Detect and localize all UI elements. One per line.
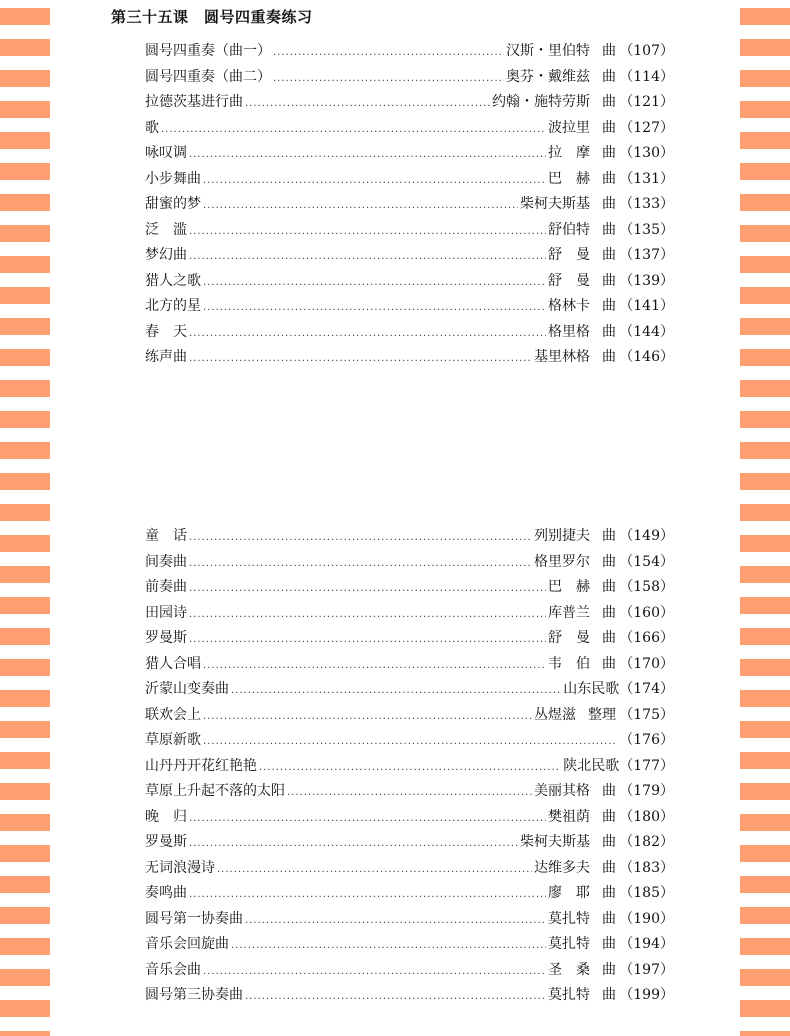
toc-entry-composer: 奥芬・戴维兹 — [506, 68, 590, 85]
toc-entry-role: 整理 — [588, 706, 616, 723]
toc-entry — [145, 907, 674, 933]
toc-entry — [145, 294, 674, 320]
toc-entry-page: （130） — [619, 145, 674, 161]
toc-entry-page: （183） — [619, 859, 674, 876]
toc-entry-role: 曲 — [602, 145, 616, 161]
toc-entry-page: （139） — [619, 272, 674, 289]
toc-entry — [145, 983, 674, 1009]
toc-entry-role: 曲 — [602, 323, 616, 340]
toc-entry — [145, 779, 674, 805]
dot-leader — [189, 831, 518, 857]
dot-leader — [245, 91, 490, 117]
toc-entry-page: （170） — [619, 655, 674, 672]
dot-leader — [161, 117, 546, 143]
toc-entry — [145, 958, 674, 984]
toc-entry-title: 圆号第三协奏曲 — [145, 987, 243, 1003]
dot-leader — [189, 576, 546, 602]
toc-entry-role: 曲 — [602, 961, 616, 978]
toc-entry-composer: 莫扎特 — [548, 987, 590, 1003]
dot-leader — [273, 66, 504, 92]
dot-leader — [189, 882, 546, 908]
toc-entry-title: 北方的星 — [145, 298, 201, 314]
dot-leader — [273, 40, 504, 66]
toc-entry-page: （175） — [619, 706, 674, 723]
toc-entry-composer: 波拉里 — [548, 119, 590, 136]
toc-entry-page: （190） — [619, 910, 674, 927]
toc-entry-page: （146） — [619, 349, 674, 365]
dot-leader — [189, 551, 532, 577]
toc-entry-role: 曲 — [602, 655, 616, 672]
toc-entry-page: （179） — [619, 783, 674, 799]
toc-entry-page: （131） — [619, 170, 674, 187]
toc-entry-page: （176） — [619, 732, 674, 748]
toc-entry-role: 曲 — [602, 349, 616, 365]
toc-entry-page: （158） — [619, 579, 674, 595]
toc-entry-role: 曲 — [602, 579, 616, 595]
toc-entry-title: 拉德茨基进行曲 — [145, 94, 243, 110]
toc-entry-role: 曲 — [602, 221, 616, 238]
toc-entry-page: （180） — [619, 808, 674, 825]
toc-entry — [145, 881, 674, 907]
toc-entry-page: （197） — [619, 961, 674, 978]
toc-entry-title: 猎人之歌 — [145, 272, 201, 289]
dot-leader — [217, 857, 532, 883]
dot-leader — [203, 295, 546, 321]
toc-entry-title: 奏鸣曲 — [145, 885, 187, 901]
toc-entry-role: 曲 — [602, 604, 616, 621]
toc-entry-role: 曲 — [602, 272, 616, 289]
toc-entry-composer: 廖 耶 — [548, 885, 590, 901]
toc-entry-title: 山丹丹开花红艳艳 — [145, 757, 257, 774]
toc-entry-page: （135） — [619, 221, 674, 238]
toc-entry-composer: 樊祖荫 — [548, 808, 590, 825]
dot-leader — [189, 627, 546, 653]
toc-entry-page: （137） — [619, 247, 674, 263]
toc-entry-role: 曲 — [602, 630, 616, 646]
toc-entry-role: 曲 — [602, 885, 616, 901]
toc-entry-title: 童 话 — [145, 528, 187, 544]
toc-entry-title: 练声曲 — [145, 349, 187, 365]
toc-entry — [145, 856, 674, 882]
toc-entry-page: （199） — [619, 987, 674, 1003]
toc-entry-title: 罗曼斯 — [145, 834, 187, 850]
dot-leader — [189, 346, 532, 372]
dot-leader — [245, 984, 546, 1010]
toc-entry-composer: 约翰・施特劳斯 — [492, 94, 590, 110]
toc-entry-role: 曲 — [602, 553, 616, 570]
toc-entry-composer: 格里罗尔 — [534, 553, 590, 570]
toc-entry-title: 晚 归 — [145, 808, 187, 825]
toc-entry-role: 曲 — [602, 196, 616, 212]
left-decorative-stripes — [0, 0, 50, 1036]
toc-entry — [145, 830, 674, 856]
toc-entry-composer: 格林卡 — [548, 298, 590, 314]
toc-entry-composer: 汉斯・里伯特 — [506, 43, 590, 59]
toc-entry-composer: 拉 摩 — [548, 145, 590, 161]
toc-entry-page: （174） — [619, 681, 674, 697]
toc-entry-composer: 格里格 — [548, 323, 590, 340]
toc-entry — [145, 320, 674, 346]
toc-entry-page: （154） — [619, 553, 674, 570]
toc-entry-title: 前奏曲 — [145, 579, 187, 595]
toc-entry-composer: 莫扎特 — [548, 936, 590, 952]
toc-entry — [145, 65, 674, 91]
toc-entry-composer: 舒 曼 — [548, 247, 590, 263]
toc-entry-page: （160） — [619, 604, 674, 621]
toc-entry — [145, 575, 674, 601]
toc-entry-role: 曲 — [602, 528, 616, 544]
toc-entry-role: 曲 — [602, 936, 616, 952]
toc-entry-composer: 山东民歌 — [563, 681, 620, 697]
toc-entry-title: 音乐会回旋曲 — [145, 936, 229, 952]
toc-entry-composer: 美丽其格 — [534, 783, 590, 799]
toc-entry — [145, 626, 674, 652]
toc-entry-composer: 库普兰 — [548, 604, 590, 621]
toc-entry-composer: 舒 曼 — [548, 630, 590, 646]
dot-leader — [203, 653, 546, 679]
toc-entry-page: （149） — [619, 528, 674, 544]
dot-leader — [203, 729, 617, 755]
dot-leader — [189, 244, 546, 270]
toc-entry-page: （185） — [619, 885, 674, 901]
toc-entry-title: 圆号第一协奏曲 — [145, 910, 243, 927]
toc-entry-title: 圆号四重奏（曲一） — [145, 43, 271, 59]
toc-entry-page: （182） — [619, 834, 674, 850]
toc-entry-title: 泛 滥 — [145, 221, 187, 238]
toc-section-a — [145, 39, 674, 371]
toc-entry — [145, 524, 674, 550]
toc-entry-role: 曲 — [602, 987, 616, 1003]
toc-entry-title: 沂蒙山变奏曲 — [145, 681, 229, 697]
toc-entry-title: 咏叹调 — [145, 145, 187, 161]
toc-entry — [145, 805, 674, 831]
toc-entry-composer: 舒伯特 — [548, 221, 590, 238]
toc-entry-role: 曲 — [602, 910, 616, 927]
toc-entry-title: 间奏曲 — [145, 553, 187, 570]
dot-leader — [189, 219, 546, 245]
toc-entry-composer: 柴柯夫斯基 — [520, 834, 590, 850]
toc-entry-role: 曲 — [602, 68, 616, 85]
toc-entry-page: （121） — [619, 94, 674, 110]
toc-entry — [145, 345, 674, 371]
toc-entry-role: 曲 — [602, 298, 616, 314]
toc-entry-page: （133） — [619, 196, 674, 212]
toc-entry-title: 梦幻曲 — [145, 247, 187, 263]
toc-entry-composer: 巴 赫 — [548, 579, 590, 595]
toc-entry — [145, 601, 674, 627]
toc-entry-title: 圆号四重奏（曲二） — [145, 68, 271, 85]
toc-entry-composer: 丛煜滋 — [534, 706, 576, 723]
dot-leader — [189, 142, 546, 168]
toc-entry — [145, 754, 674, 780]
dot-leader — [203, 270, 546, 296]
toc-entry-role: 曲 — [602, 808, 616, 825]
toc-entry-composer: 圣 桑 — [548, 961, 590, 978]
toc-entry-role: 曲 — [602, 94, 616, 110]
toc-entry-title: 无词浪漫诗 — [145, 859, 215, 876]
toc-entry-title: 音乐会曲 — [145, 961, 201, 978]
toc-entry — [145, 728, 674, 754]
toc-entry-page: （194） — [619, 936, 674, 952]
dot-leader — [287, 780, 532, 806]
dot-leader — [189, 806, 546, 832]
toc-entry-title: 歌 — [145, 119, 159, 136]
toc-entry-page: （144） — [619, 323, 674, 340]
toc-entry-title: 田园诗 — [145, 604, 187, 621]
dot-leader — [189, 525, 532, 551]
toc-entry — [145, 932, 674, 958]
toc-entry-page: （141） — [619, 298, 674, 314]
toc-entry-composer: 柴柯夫斯基 — [520, 196, 590, 212]
toc-entry-role: 曲 — [602, 170, 616, 187]
toc-entry-page: （177） — [619, 757, 674, 774]
dot-leader — [203, 959, 546, 985]
dot-leader — [259, 755, 561, 781]
toc-entry-title: 草原新歌 — [145, 732, 201, 748]
toc-entry-title: 草原上升起不落的太阳 — [145, 783, 285, 799]
dot-leader — [203, 704, 532, 730]
dot-leader — [203, 193, 518, 219]
toc-entry-composer: 基里林格 — [534, 349, 590, 365]
dot-leader — [231, 678, 561, 704]
toc-entry-composer: 达维多夫 — [534, 859, 590, 876]
toc-entry — [145, 116, 674, 142]
toc-entry-composer: 莫扎特 — [548, 910, 590, 927]
lesson-title: 第三十五课 圆号四重奏练习 — [111, 8, 313, 26]
toc-entry-composer: 陕北民歌 — [563, 757, 620, 774]
toc-entry-role: 曲 — [602, 834, 616, 850]
toc-entry — [145, 39, 674, 65]
toc-entry-title: 猎人合唱 — [145, 655, 201, 672]
toc-entry-title: 春 天 — [145, 323, 187, 340]
toc-entry-composer: 韦 伯 — [548, 655, 590, 672]
dot-leader — [189, 602, 546, 628]
toc-entry-role: 曲 — [602, 247, 616, 263]
toc-entry-role: 曲 — [602, 859, 616, 876]
toc-entry — [145, 269, 674, 295]
toc-entry — [145, 167, 674, 193]
toc-entry-title: 联欢会上 — [145, 706, 201, 723]
toc-entry-page: （166） — [619, 630, 674, 646]
toc-entry-role: 曲 — [602, 783, 616, 799]
toc-entry — [145, 677, 674, 703]
toc-entry-role: 曲 — [602, 43, 616, 59]
toc-entry-composer: 巴 赫 — [548, 170, 590, 187]
toc-entry — [145, 703, 674, 729]
toc-entry-page: （127） — [619, 119, 674, 136]
toc-entry — [145, 243, 674, 269]
toc-entry-title: 小步舞曲 — [145, 170, 201, 187]
dot-leader — [203, 168, 546, 194]
dot-leader — [245, 908, 546, 934]
toc-entry — [145, 550, 674, 576]
toc-entry-role: 曲 — [602, 119, 616, 136]
toc-entry — [145, 90, 674, 116]
toc-entry-composer: 列别捷夫 — [534, 528, 590, 544]
toc-entry — [145, 652, 674, 678]
toc-section-b — [145, 524, 674, 1009]
right-decorative-stripes — [740, 0, 790, 1036]
toc-entry-composer: 舒 曼 — [548, 272, 590, 289]
toc-entry — [145, 218, 674, 244]
dot-leader — [231, 933, 546, 959]
toc-entry-page: （114） — [619, 68, 674, 85]
toc-entry — [145, 192, 674, 218]
toc-entry — [145, 141, 674, 167]
toc-entry-title: 甜蜜的梦 — [145, 196, 201, 212]
dot-leader — [189, 321, 546, 347]
toc-entry-title: 罗曼斯 — [145, 630, 187, 646]
toc-entry-page: （107） — [619, 43, 674, 59]
